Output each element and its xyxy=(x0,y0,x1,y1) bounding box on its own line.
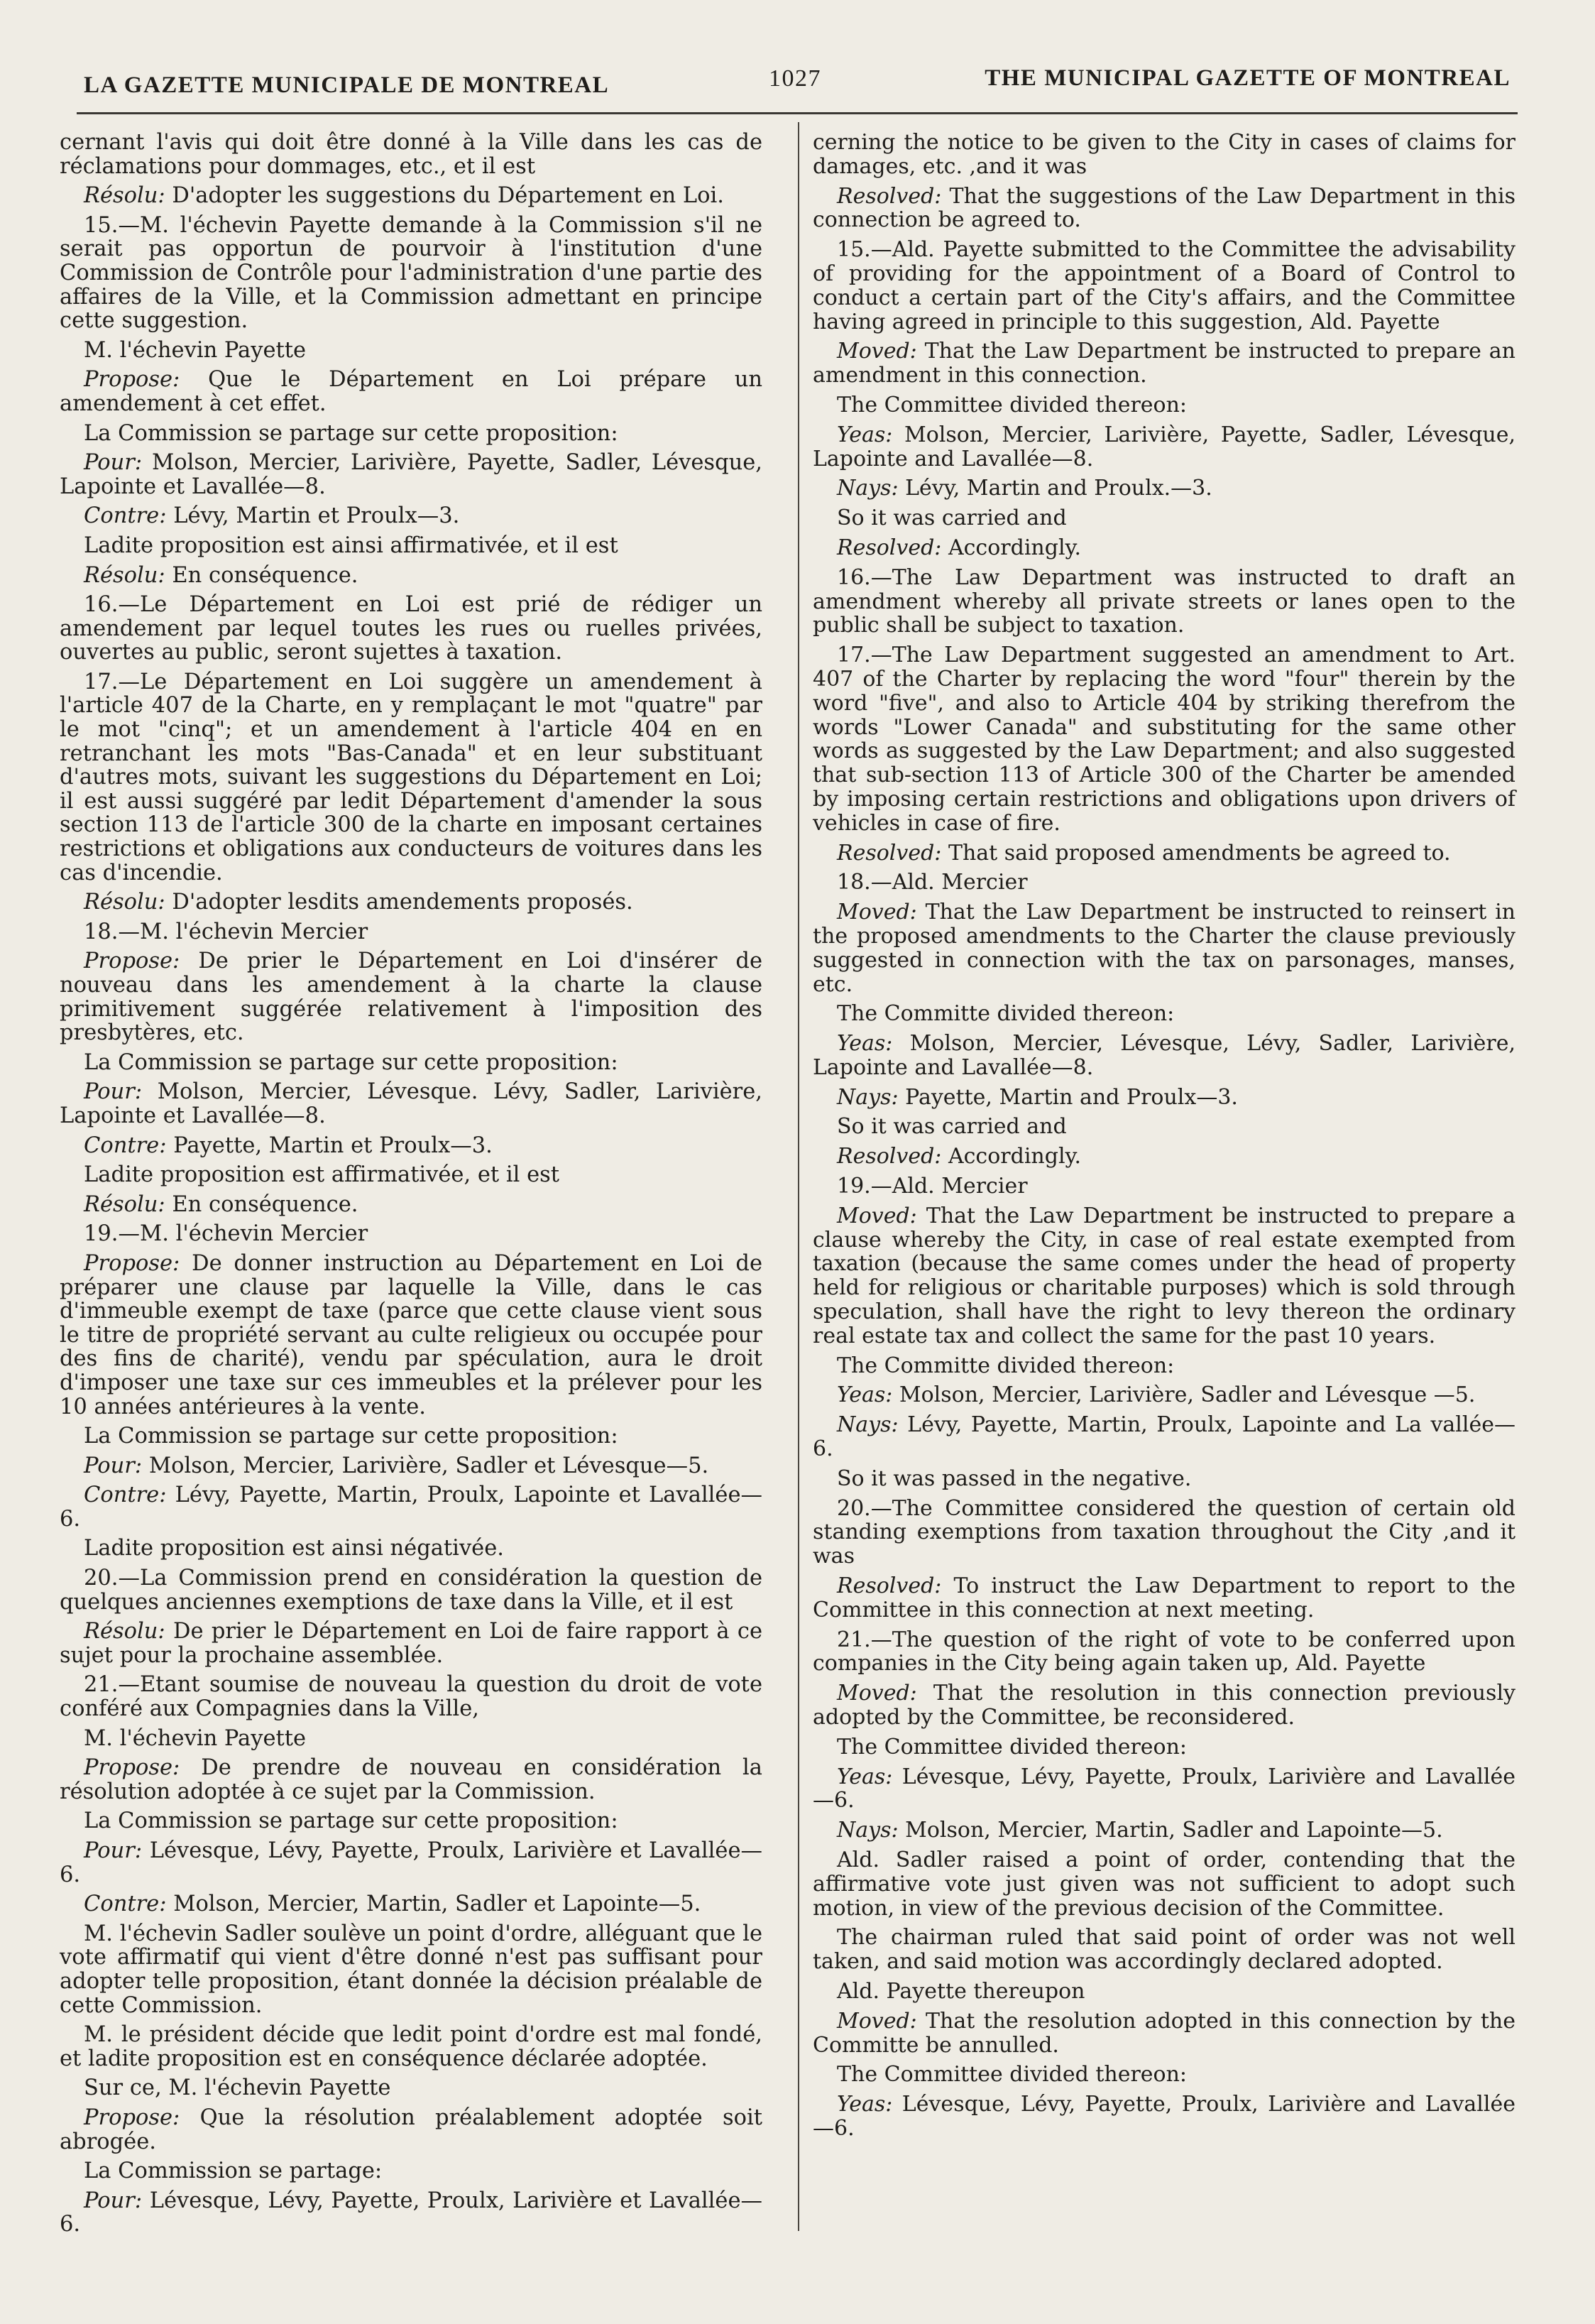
paragraph-text: Payette, Martin and Proulx—3. xyxy=(898,1084,1238,1110)
paragraph xyxy=(60,422,762,446)
paragraph xyxy=(813,131,1515,179)
paragraph xyxy=(60,534,762,558)
paragraph-text: Lévy, Martin et Proulx—3. xyxy=(166,503,460,529)
motion-label: Yeas: xyxy=(837,422,893,447)
paragraph xyxy=(813,1628,1515,1676)
paragraph xyxy=(60,670,762,885)
paragraph-text: The Committe divided thereon: xyxy=(837,1353,1175,1378)
paragraph-text: Accordingly. xyxy=(941,535,1082,560)
paragraph-text: That the resolution adopted in this connection by the Committe be annulled. xyxy=(813,2008,1515,2058)
paragraph-text: 19.—Ald. Mercier xyxy=(837,1174,1028,1199)
paragraph xyxy=(60,504,762,528)
paragraph-text: Molson, Mercier, Larivière, Payette, Sadler, Lévesque, Lapointe and Lavallée—8. xyxy=(813,422,1515,471)
paragraph xyxy=(813,1574,1515,1622)
motion-label: Resolved: xyxy=(837,1144,942,1169)
paragraph-text: De prendre de nouveau en considération la résolution adoptée à ce sujet par la Commission. xyxy=(60,1755,762,1804)
paragraph-text: En conséquence. xyxy=(165,1191,358,1217)
paragraph-text: Molson, Mercier, Lévesque. Lévy, Sadler, Larivière, Lapointe et Lavallée—8. xyxy=(60,1079,762,1128)
header-english-title: THE MUNICIPAL GAZETTE OF MONTREAL xyxy=(985,65,1511,91)
paragraph xyxy=(60,593,762,665)
paragraph xyxy=(60,890,762,915)
paragraph xyxy=(813,1765,1515,1813)
motion-label: Nays: xyxy=(837,1084,899,1110)
paragraph xyxy=(60,1922,762,2017)
paragraph-text: Molson, Mercier, Lévesque, Lévy, Sadler, Larivière, Lapointe and Lavallée—8. xyxy=(813,1031,1515,1080)
paragraph-text: D'adopter les suggestions du Département en Loi. xyxy=(165,183,724,209)
paragraph xyxy=(60,1620,762,1667)
paragraph xyxy=(60,1424,762,1449)
paragraph-text: So it was passed in the negative. xyxy=(837,1466,1192,1491)
paragraph xyxy=(813,1980,1515,2004)
paragraph-text: 18.—M. l'échevin Mercier xyxy=(84,919,368,944)
column-divider xyxy=(798,122,799,2231)
motion-label: Pour: xyxy=(84,1453,143,1478)
paragraph xyxy=(60,451,762,498)
paragraph-text: The Committe divided thereon: xyxy=(837,1001,1175,1027)
paragraph-text: La Commission se partage sur cette proposition: xyxy=(84,1809,618,1834)
paragraph-text: Ald. Sadler raised a point of order, contending that the affirmative vote just given was not sufficient to adopt such motion, in view of the previous decision of the Committee. xyxy=(813,1848,1515,1921)
motion-label: Yeas: xyxy=(837,1031,893,1057)
motion-label: Nays: xyxy=(837,1412,899,1438)
paragraph-text: Lévesque, Lévy, Payette, Proulx, Larivière and Lavallée—6. xyxy=(813,2092,1515,2141)
paragraph xyxy=(813,643,1515,835)
motion-label: Pour: xyxy=(84,2188,143,2213)
paragraph-text: Ladite proposition est ainsi négativée. xyxy=(84,1536,504,1561)
paragraph-text: De prier le Département en Loi de faire rapport à ce sujet pour la prochaine assemblée. xyxy=(60,1619,762,1668)
paragraph-text: Lévy, Payette, Martin, Proulx, Lapointe et Lavallée—6. xyxy=(60,1483,762,1532)
paragraph-text: Que le Département en Loi prépare un amendement à cet effet. xyxy=(60,367,762,416)
paragraph-text: Payette, Martin et Proulx—3. xyxy=(166,1133,493,1158)
motion-label: Contre: xyxy=(84,503,167,529)
paragraph xyxy=(60,2076,762,2100)
paragraph-text: Lévesque, Lévy, Payette, Proulx, Larivière et Lavallée—6. xyxy=(60,1838,762,1887)
motion-label: Pour: xyxy=(84,1838,143,1863)
paragraph-text: Ladite proposition est affirmativée, et il est xyxy=(84,1162,560,1188)
motion-label: Moved: xyxy=(837,339,917,364)
paragraph-text: 15.—Ald. Payette submitted to the Committee the advisability of providing for the appointment of a Board of Control to conduct a certain part of the City's affairs, and the Committee having agreed in principle to this suggestion, Ald. Payette xyxy=(813,237,1515,334)
paragraph xyxy=(60,1252,762,1419)
paragraph-text: M. le président décide que ledit point d'ordre est mal fondé, et ladite proposition est en conséquence déclarée adoptée. xyxy=(60,2022,762,2071)
paragraph xyxy=(60,1080,762,1128)
paragraph-text: That the resolution in this connection previously adopted by the Committee, be reconsidered. xyxy=(813,1681,1515,1730)
paragraph xyxy=(813,1115,1515,1139)
paragraph-text: cerning the notice to be given to the City in cases of claims for damages, etc. ,and it was xyxy=(813,130,1515,179)
motion-label: Moved: xyxy=(837,1681,917,1706)
paragraph xyxy=(60,1051,762,1075)
paragraph xyxy=(813,1735,1515,1760)
paragraph xyxy=(813,506,1515,530)
paragraph xyxy=(813,1818,1515,1843)
motion-label: Contre: xyxy=(84,1892,167,1917)
paragraph xyxy=(60,1483,762,1531)
motion-label: Résolu: xyxy=(84,1191,165,1217)
paragraph-text: Accordingly. xyxy=(941,1144,1082,1169)
paragraph xyxy=(60,920,762,944)
paragraph xyxy=(60,1222,762,1246)
paragraph xyxy=(813,871,1515,895)
paragraph-text: Lévy, Martin and Proulx.—3. xyxy=(898,476,1212,501)
paragraph-text: Sur ce, M. l'échevin Payette xyxy=(84,2075,391,2101)
header-rule xyxy=(77,112,1518,114)
paragraph-text: 17.—Le Département en Loi suggère un amendement à l'article 407 de la Charte, en y remplaçant le mot "quatre" par le mot "cinq"; et un amendement à l'article 404 en en retranchant les mots "Bas-Canada" et en leur substituant d'autres mots, suivant les suggestions du Département en Loi; il est aussi suggéré par ledit Département d'amender la sous section 113 de l'article 300 de la charte en imposant certaines restrictions et obligations aux conducteurs de voitures dans les cas d'incendie. xyxy=(60,669,762,885)
paragraph-text: Lévesque, Lévy, Payette, Proulx, Larivière and Lavallée—6. xyxy=(813,1764,1515,1813)
motion-label: Pour: xyxy=(84,450,143,476)
paragraph xyxy=(813,1413,1515,1461)
paragraph xyxy=(813,1204,1515,1348)
motion-label: Yeas: xyxy=(837,1382,893,1408)
paragraph xyxy=(60,131,762,178)
paragraph xyxy=(60,368,762,415)
paragraph-text: 21.—Etant soumise de nouveau la question du droit de vote conféré aux Compagnies dans la Ville, xyxy=(60,1672,762,1722)
paragraph-text: De donner instruction au Département en Loi de préparer une clause par laquelle la Ville, dans le cas d'immeuble exempt de taxe (parce que cette clause vient sous le titre de propriété servant au culte religieux ou occupée pour des fins de charité), vendu par spéculation, aura le droit d'imposer une taxe sur ces immeubles et la prélever pour les 10 années antérieures à la vente. xyxy=(60,1250,762,1419)
english-column xyxy=(813,131,1515,2146)
paragraph-text: 20.—La Commission prend en considération la question de quelques anciennes exemptions de taxe dans la Ville, et il est xyxy=(60,1566,762,1615)
paragraph-text: Molson, Mercier, Larivière, Sadler et Lévesque—5. xyxy=(142,1453,709,1478)
paragraph-text: That the Law Department be instructed to reinsert in the proposed amendments to the Charter the clause previously suggested in connection with the tax on parsonages, manses, etc. xyxy=(813,900,1515,997)
paragraph-text: Molson, Mercier, Larivière, Payette, Sadler, Lévesque, Lapointe et Lavallée—8. xyxy=(60,450,762,499)
paragraph xyxy=(60,1193,762,1217)
french-column xyxy=(60,131,762,2242)
motion-label: Propose: xyxy=(84,2105,180,2130)
paragraph xyxy=(813,1032,1515,1080)
motion-label: Yeas: xyxy=(837,1764,893,1789)
paragraph-text: That said proposed amendments be agreed to. xyxy=(941,840,1451,866)
paragraph xyxy=(813,1467,1515,1491)
paragraph xyxy=(813,900,1515,996)
paragraph-text: 19.—M. l'échevin Mercier xyxy=(84,1221,368,1247)
paragraph-text: The chairman ruled that said point of order was not well taken, and said motion was accordingly declared adopted. xyxy=(813,1925,1515,1975)
paragraph-text: 15.—M. l'échevin Payette demande à la Commission s'il ne serait pas opportun de pourvoir à l'institution d'une Commission de Contrôle pour l'administration d'une partie des affaires de la Ville, et la Commission admettant en principe cette suggestion. xyxy=(60,212,762,334)
paragraph-text: That the Law Department be instructed to prepare an amendment in this connection. xyxy=(813,339,1515,388)
paragraph xyxy=(60,2189,762,2237)
paragraph-text: 20.—The Committee considered the question of certain old standing exemptions from taxation throughout the City ,and it was xyxy=(813,1495,1515,1569)
paragraph-text: That the Law Department be instructed to prepare a clause whereby the City, in case of real estate exempted from taxation (because the same comes under the head of property held for religious or charitable purposes) which is sold through speculation, shall have the right to levy thereon the ordinary real estate tax and collect the same for the past 10 years. xyxy=(813,1203,1515,1348)
paragraph-text: La Commission se partage sur cette proposition: xyxy=(84,1424,618,1449)
paragraph xyxy=(60,2159,762,2183)
paragraph xyxy=(60,2106,762,2154)
paragraph xyxy=(813,2009,1515,2058)
paragraph-text: En conséquence. xyxy=(165,562,358,588)
motion-label: Yeas: xyxy=(837,2092,893,2117)
paragraph-text: De prier le Département en Loi d'insérer de nouveau dans les amendement à la charte la clause primitivement suggérée relativement à l'imposition des presbytères, etc. xyxy=(60,949,762,1046)
paragraph xyxy=(813,566,1515,638)
header-french-title: LA GAZETTE MUNICIPALE DE MONTREAL xyxy=(84,72,610,98)
paragraph xyxy=(60,184,762,208)
paragraph xyxy=(813,841,1515,866)
paragraph-text: Lévy, Payette, Martin, Proulx, Lapointe and La vallée—6. xyxy=(813,1412,1515,1462)
paragraph-text: M. l'échevin Payette xyxy=(84,337,307,363)
motion-label: Moved: xyxy=(837,900,917,925)
paragraph xyxy=(813,1145,1515,1169)
paragraph-text: 16.—The Law Department was instructed to draft an amendment whereby all private streets or lanes open to the public shall be subject to taxation. xyxy=(813,564,1515,638)
motion-label: Propose: xyxy=(84,367,180,393)
motion-label: Résolu: xyxy=(84,1619,165,1644)
paragraph xyxy=(813,1926,1515,1974)
paragraph xyxy=(813,536,1515,560)
paragraph-text: M. l'échevin Payette xyxy=(84,1725,307,1751)
page-header xyxy=(84,65,1511,102)
paragraph xyxy=(813,1681,1515,1730)
paragraph xyxy=(60,1673,762,1720)
motion-label: Resolved: xyxy=(837,183,942,209)
motion-label: Nays: xyxy=(837,476,899,501)
paragraph xyxy=(60,1454,762,1478)
motion-label: Resolved: xyxy=(837,535,942,560)
paragraph xyxy=(813,2063,1515,2087)
paragraph xyxy=(813,339,1515,388)
paragraph-text: 18.—Ald. Mercier xyxy=(837,870,1028,895)
paragraph xyxy=(60,339,762,363)
paragraph-text: Lévesque, Lévy, Payette, Proulx, Larivière et Lavallée—6. xyxy=(60,2188,762,2237)
paragraph xyxy=(813,423,1515,471)
paragraph-text: So it was carried and xyxy=(837,506,1067,531)
paragraph xyxy=(60,1809,762,1833)
paragraph xyxy=(813,1174,1515,1199)
motion-label: Résolu: xyxy=(84,562,165,588)
paragraph-text: Molson, Mercier, Martin, Sadler and Lapointe—5. xyxy=(898,1818,1443,1843)
paragraph-text: That the suggestions of the Law Department in this connection be agreed to. xyxy=(813,183,1515,233)
paragraph-text: Molson, Mercier, Larivière, Sadler and Lévesque —5. xyxy=(892,1382,1476,1408)
paragraph-text: M. l'échevin Sadler soulève un point d'ordre, alléguant que le vote affirmatif qui vient d'être donné n'est pas suffisant pour adopter telle proposition, étant donnée la décision préalable de cette Commission. xyxy=(60,1921,762,2018)
motion-label: Contre: xyxy=(84,1483,167,1508)
paragraph-text: 16.—Le Département en Loi est prié de rédiger un amendement par lequel toutes les rues ou ruelles privées, ouvertes au public, seront sujettes à taxation. xyxy=(60,592,762,665)
paragraph-text: So it was carried and xyxy=(837,1114,1067,1140)
paragraph xyxy=(813,1002,1515,1026)
paragraph-text: Ladite proposition est ainsi affirmativée, et il est xyxy=(84,533,618,558)
paragraph xyxy=(813,393,1515,418)
paragraph-text: La Commission se partage: xyxy=(84,2159,383,2184)
paragraph xyxy=(813,1354,1515,1378)
paragraph xyxy=(60,1727,762,1751)
paragraph-text: Que la résolution préalablement adoptée soit abrogée. xyxy=(60,2105,762,2154)
paragraph xyxy=(60,1163,762,1187)
paragraph xyxy=(813,1383,1515,1407)
motion-label: Résolu: xyxy=(84,183,165,209)
paragraph xyxy=(813,2093,1515,2141)
paragraph-text: cernant l'avis qui doit être donné à la Ville dans les cas de réclamations pour dommages, etc., et il est xyxy=(60,130,762,179)
motion-label: Moved: xyxy=(837,2008,917,2034)
motion-label: Propose: xyxy=(84,1755,180,1781)
page-number: 1027 xyxy=(769,65,821,92)
paragraph xyxy=(60,2023,762,2071)
paragraph xyxy=(60,1537,762,1561)
paragraph-text: The Committee divided thereon: xyxy=(837,2062,1188,2088)
motion-label: Nays: xyxy=(837,1818,899,1843)
paragraph xyxy=(60,1756,762,1804)
paragraph xyxy=(813,238,1515,334)
paragraph xyxy=(813,1086,1515,1110)
paragraph xyxy=(60,1892,762,1916)
paragraph-text: Ald. Payette thereupon xyxy=(837,1978,1085,2004)
paragraph xyxy=(60,1566,762,1614)
paragraph xyxy=(813,476,1515,501)
paragraph-text: D'adopter lesdits amendements proposés. xyxy=(165,890,633,915)
paragraph-text: La Commission se partage sur cette proposition: xyxy=(84,420,618,446)
paragraph xyxy=(813,1848,1515,1920)
motion-label: Resolved: xyxy=(837,840,942,866)
motion-label: Résolu: xyxy=(84,890,165,915)
motion-label: Propose: xyxy=(84,949,180,974)
paragraph xyxy=(60,949,762,1044)
paragraph-text: Molson, Mercier, Martin, Sadler et Lapointe—5. xyxy=(166,1892,701,1917)
paragraph xyxy=(813,1497,1515,1569)
paragraph xyxy=(60,1839,762,1887)
paragraph xyxy=(60,564,762,588)
paragraph xyxy=(813,185,1515,233)
motion-label: Propose: xyxy=(84,1250,180,1276)
paragraph-text: To instruct the Law Department to report to the Committee in this connection at next meeting. xyxy=(813,1573,1515,1622)
paragraph-text: The Committee divided thereon: xyxy=(837,1734,1188,1760)
paragraph-text: La Commission se partage sur cette proposition: xyxy=(84,1049,618,1075)
motion-label: Contre: xyxy=(84,1133,167,1158)
paragraph-text: The Committee divided thereon: xyxy=(837,392,1188,418)
paragraph-text: 21.—The question of the right of vote to be conferred upon companies in the City being again taken up, Ald. Payette xyxy=(813,1627,1515,1676)
paragraph xyxy=(60,1134,762,1158)
paragraph-text: 17.—The Law Department suggested an amendment to Art. 407 of the Charter by replacing the word "four" therein by the word "five", and also to Article 404 by striking therefrom the words "Lower Canada" and substituting for the same other words as suggested by the Law Department; and also suggested that sub-section 113 of Article 300 of the Charter be amended by imposing certain restrictions and obligations upon drivers of vehicles in case of fire. xyxy=(813,643,1515,836)
motion-label: Pour: xyxy=(84,1079,143,1105)
motion-label: Moved: xyxy=(837,1203,917,1228)
motion-label: Resolved: xyxy=(837,1573,942,1599)
paragraph xyxy=(60,214,762,333)
